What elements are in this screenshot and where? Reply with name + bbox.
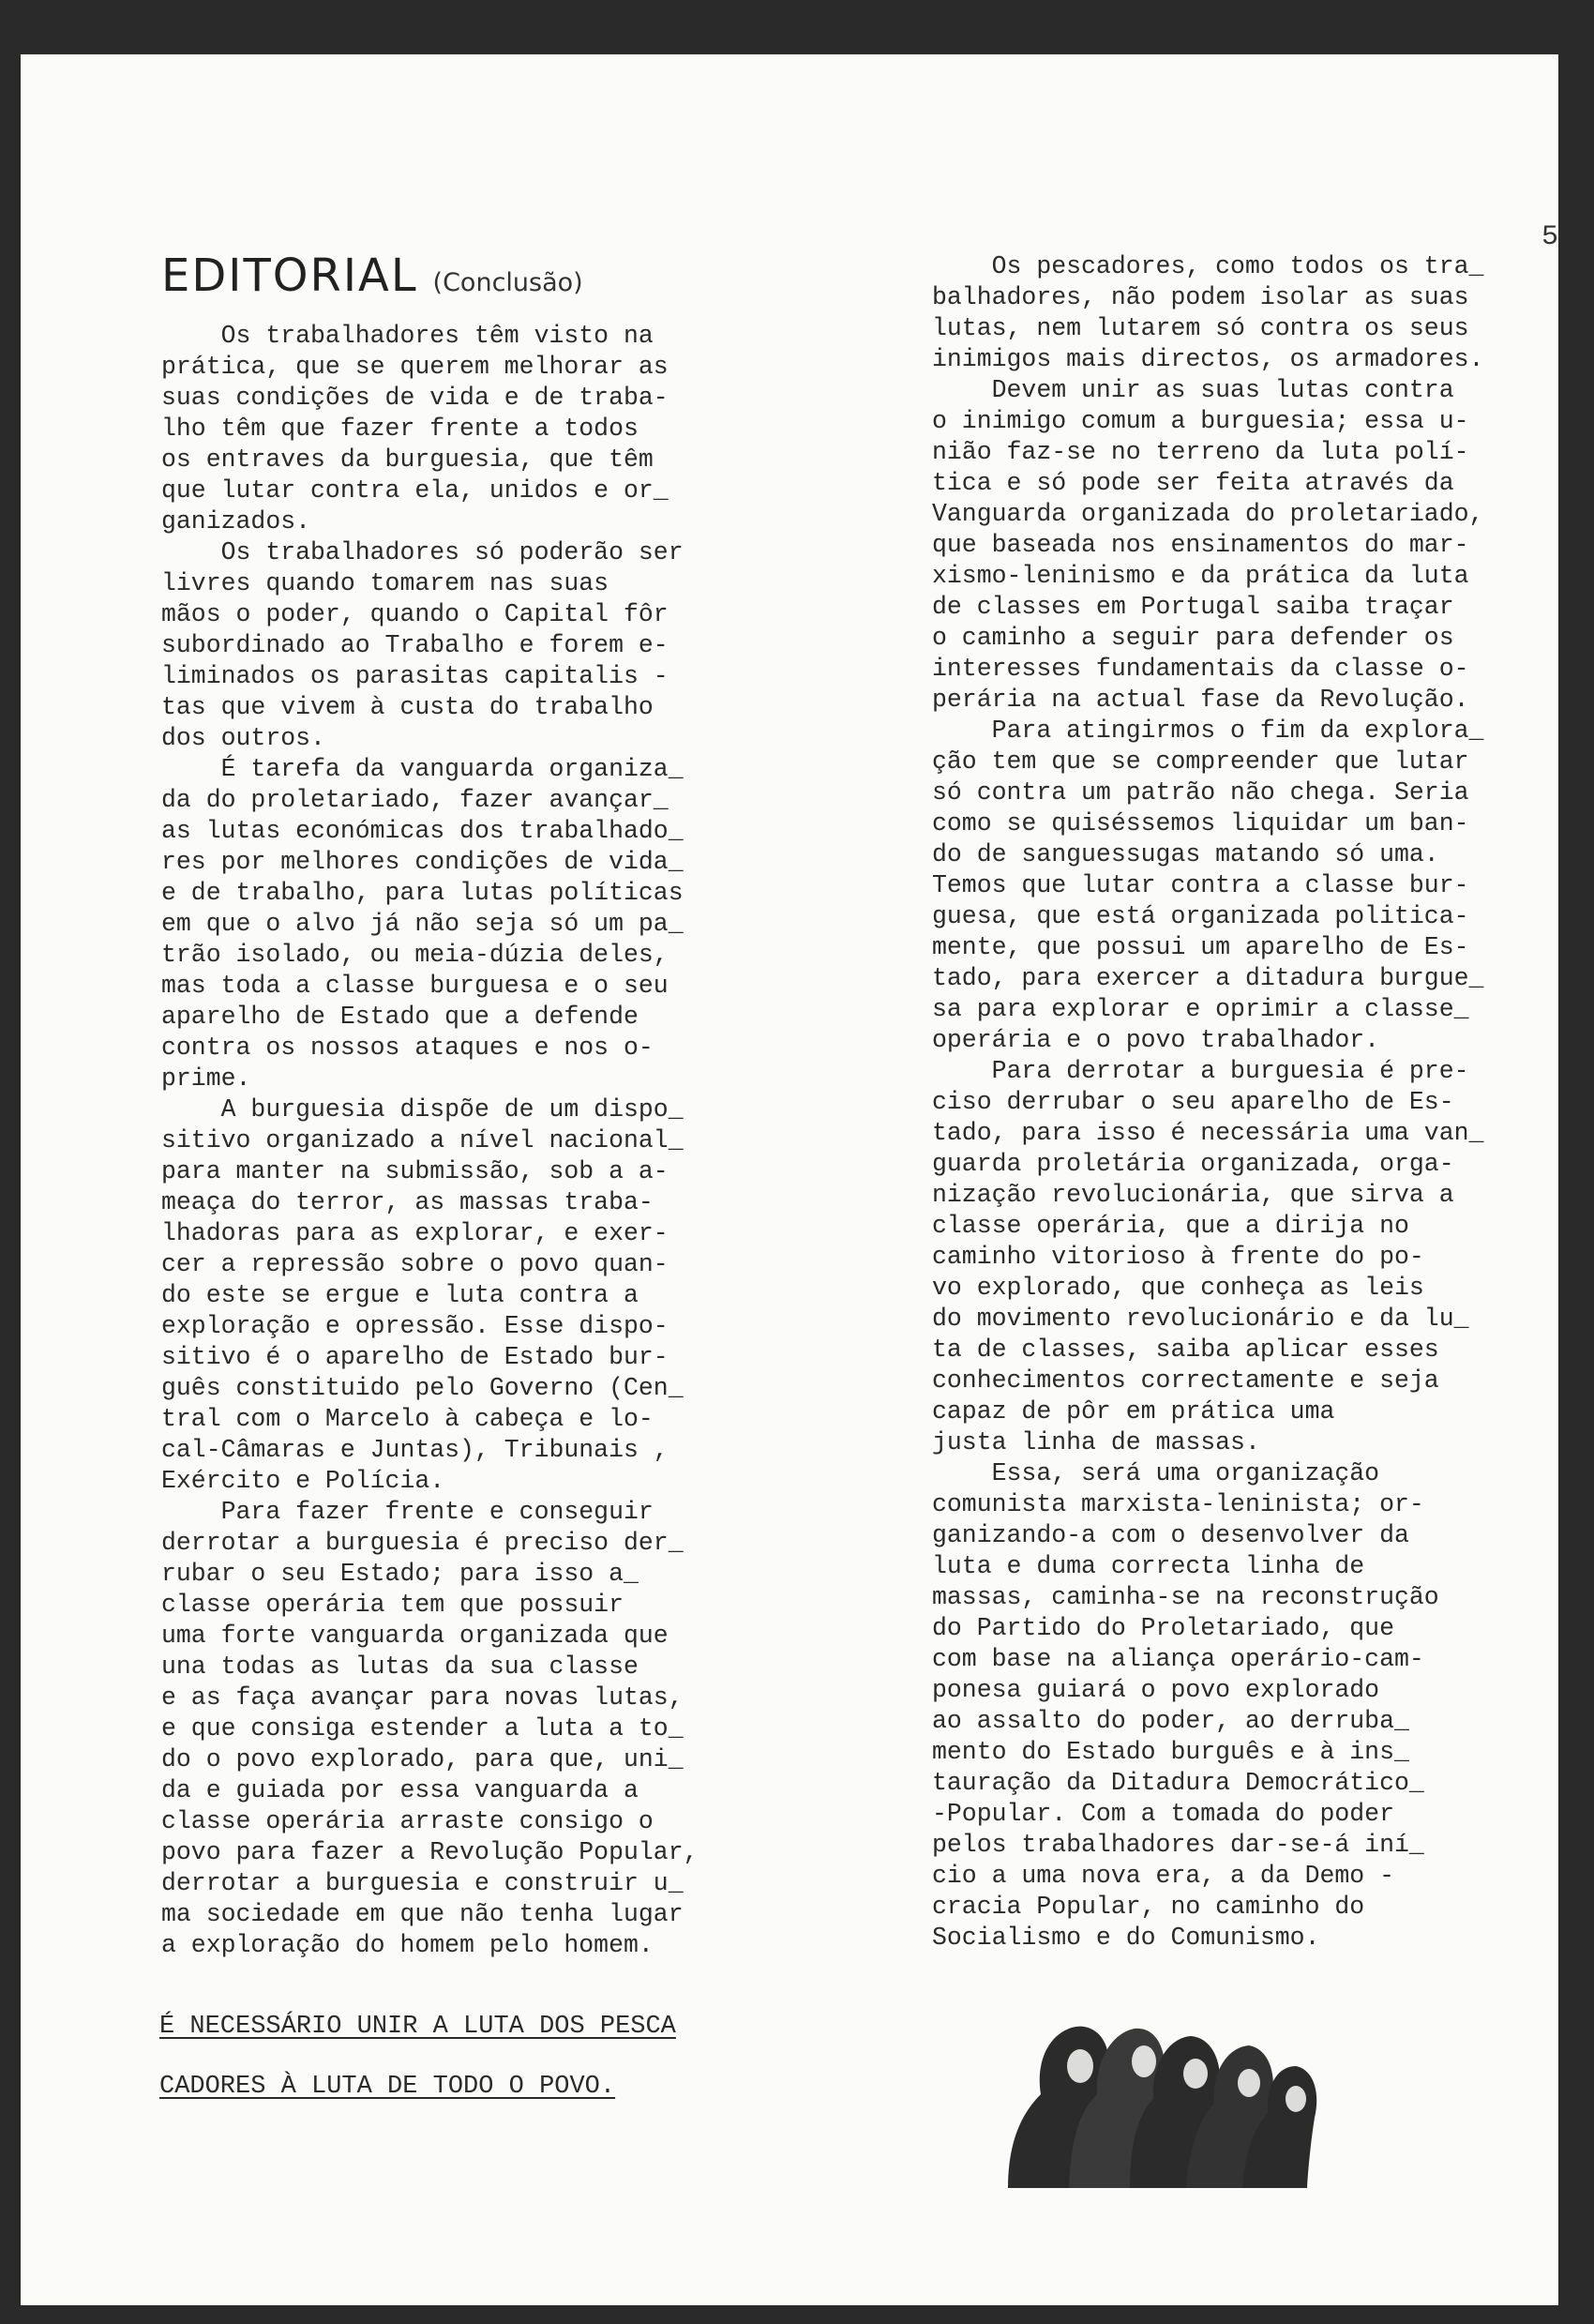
right-column-line: como se quiséssemos liquidar um ban- xyxy=(932,809,1469,838)
left-column-line: meaça do terror, as massas traba- xyxy=(161,1188,654,1216)
left-column-line: cal-Câmaras e Juntas), Tribunais , xyxy=(161,1436,669,1464)
left-column-line: prime. xyxy=(161,1064,251,1093)
left-column-line: ganizados. xyxy=(161,507,311,536)
right-column-line: do Partido do Proletariado, que xyxy=(932,1614,1394,1642)
right-column-line: interesses fundamentais da classe o- xyxy=(932,655,1469,683)
portraits-of-five-leaders-icon xyxy=(1003,2000,1322,2197)
right-column-line: que baseada nos ensinamentos do mar- xyxy=(932,531,1469,559)
right-column-line: balhadores, não podem isolar as suas xyxy=(932,283,1469,311)
right-column-line: de classes em Portugal saiba traçar xyxy=(932,593,1454,621)
left-column-line: Exército e Polícia. xyxy=(161,1467,445,1495)
left-column-line: livres quando tomarem nas suas xyxy=(161,569,609,597)
left-column-line: suas condições de vida e de traba- xyxy=(161,384,669,412)
right-column-line: o inimigo comum a burguesia; essa u- xyxy=(932,407,1469,435)
right-column-line: cio a uma nova era, a da Demo - xyxy=(932,1862,1394,1890)
left-column-line: do o povo explorado, para que, uni_ xyxy=(161,1745,684,1773)
right-column-line: o caminho a seguir para defender os xyxy=(932,624,1454,652)
left-column-line: subordinado ao Trabalho e forem e- xyxy=(161,631,669,659)
document-page xyxy=(21,54,1558,2305)
editorial-header xyxy=(161,249,738,321)
right-column-line: sa para explorar e oprimir a classe_ xyxy=(932,995,1469,1023)
editorial-left-column xyxy=(161,249,738,1961)
left-column-line: os entraves da burguesia, que têm xyxy=(161,445,654,474)
right-column-line: guarda proletária organizada, orga- xyxy=(932,1150,1454,1178)
right-column-line: vo explorado, que conheça as leis xyxy=(932,1274,1424,1302)
right-column-line: capaz de pôr em prática uma xyxy=(932,1397,1335,1426)
left-column-line: que lutar contra ela, unidos e or_ xyxy=(161,476,669,505)
right-column-line: luta e duma correcta linha de xyxy=(932,1552,1365,1580)
right-column-line: pelos trabalhadores dar-se-á iní_ xyxy=(932,1831,1424,1859)
right-column-line: cracia Popular, no caminho do xyxy=(932,1893,1365,1921)
right-column-line: Temos que lutar contra a classe bur- xyxy=(932,871,1469,899)
left-column-line: da e guiada por essa vanguarda a xyxy=(161,1776,639,1804)
right-column-line: ganizando-a com o desenvolver da xyxy=(932,1521,1409,1549)
right-column-line: do movimento revolucionário e da lu_ xyxy=(932,1305,1469,1333)
left-column-line: trão isolado, ou meia-dúzia deles, xyxy=(161,941,669,969)
right-column-line: tado, para exercer a ditadura burgue_ xyxy=(932,964,1484,992)
left-column-line: para manter na submissão, sob a a- xyxy=(161,1157,669,1185)
right-column-line: ao assalto do poder, ao derruba_ xyxy=(932,1707,1409,1735)
left-column-line: Para fazer frente e conseguir xyxy=(161,1498,654,1526)
right-column-line: com base na aliança operário-cam- xyxy=(932,1645,1424,1673)
left-column-line: as lutas económicas dos trabalhado_ xyxy=(161,817,684,845)
right-column-line: tado, para isso é necessária uma van_ xyxy=(932,1119,1484,1147)
left-column-line: derrotar a burguesia e construir u_ xyxy=(161,1869,684,1897)
right-column-line: -Popular. Com a tomada do poder xyxy=(932,1800,1394,1828)
right-column-line: perária na actual fase da Revolução. xyxy=(932,686,1469,714)
right-column-line: Vanguarda organizada do proletariado, xyxy=(932,500,1484,528)
right-column-line: caminho vitorioso à frente do po- xyxy=(932,1243,1424,1271)
left-column-line: a exploração do homem pelo homem. xyxy=(161,1931,654,1959)
right-column-line: tica e só pode ser feita através da xyxy=(932,469,1454,497)
right-column-line: só contra um patrão não chega. Seria xyxy=(932,778,1469,807)
left-column-line: guês constituido pelo Governo (Cen_ xyxy=(161,1374,684,1402)
right-column-line: mente, que possui um aparelho de Es- xyxy=(932,933,1469,961)
left-column-line: uma forte vanguarda organizada que xyxy=(161,1622,669,1650)
left-column-line: contra os nossos ataques e nos o- xyxy=(161,1034,654,1062)
right-column-line: conhecimentos correctamente e seja xyxy=(932,1366,1439,1395)
left-column-line: lhadoras para as explorar, e exer- xyxy=(161,1219,669,1247)
left-column-line: mas toda a classe burguesa e o seu xyxy=(161,972,669,1000)
left-column-line: lho têm que fazer frente a todos xyxy=(161,415,639,443)
right-column-line: massas, caminha-se na reconstrução xyxy=(932,1583,1439,1611)
right-column-line: Para atingirmos o fim da explora_ xyxy=(932,717,1484,745)
right-column-line: guesa, que está organizada politica- xyxy=(932,902,1469,930)
right-column-line: comunista marxista-leninista; or- xyxy=(932,1490,1424,1518)
right-column-line: ção tem que se compreender que lutar xyxy=(932,747,1469,776)
left-column-line: do este se ergue e luta contra a xyxy=(161,1281,639,1309)
right-column-line: classe operária, que a dirija no xyxy=(932,1212,1409,1240)
left-column-line: Os trabalhadores só poderão ser xyxy=(161,538,684,566)
left-column-line: classe operária arraste consigo o xyxy=(161,1807,654,1835)
left-column-line: em que o alvo já não seja só um pa_ xyxy=(161,910,684,938)
left-column-line: Os trabalhadores têm visto na xyxy=(161,322,654,350)
page-number: 5 xyxy=(1541,221,1559,253)
left-column-line: liminados os parasitas capitalis - xyxy=(161,662,669,690)
left-column-line: A burguesia dispõe de um dispo_ xyxy=(161,1095,684,1124)
left-column-line: rubar o seu Estado; para isso a_ xyxy=(161,1560,639,1588)
left-column-line: povo para fazer a Revolução Popular, xyxy=(161,1838,699,1866)
left-column-line: e que consiga estender a luta a to_ xyxy=(161,1714,684,1743)
left-column-line: mãos o poder, quando o Capital fôr xyxy=(161,600,669,628)
left-column-line: É tarefa da vanguarda organiza_ xyxy=(161,755,684,783)
right-column-line: mento do Estado burguês e à ins_ xyxy=(932,1738,1409,1766)
left-column-line: aparelho de Estado que a defende xyxy=(161,1003,639,1031)
right-column-line: ciso derrubar o seu aparelho de Es- xyxy=(932,1088,1454,1116)
left-column-line: cer a repressão sobre o povo quan- xyxy=(161,1250,669,1278)
left-column-line: sitivo organizado a nível nacional_ xyxy=(161,1126,684,1154)
section-headline-line-2: CADORES À LUTA DE TODO O POVO. xyxy=(159,2073,616,2101)
left-column-line: res por melhores condições de vida_ xyxy=(161,848,684,876)
right-column-line: nização revolucionária, que sirva a xyxy=(932,1181,1454,1209)
left-column-line: e de trabalho, para lutas políticas xyxy=(161,879,684,907)
right-column-line: operária e o povo trabalhador. xyxy=(932,1026,1380,1054)
left-column-line: ma sociedade em que não tenha lugar xyxy=(161,1900,684,1928)
right-column-line: inimigos mais directos, os armadores. xyxy=(932,345,1484,373)
right-column-line: ponesa guiará o povo explorado xyxy=(932,1676,1380,1704)
right-column-line: Para derrotar a burguesia é pre- xyxy=(932,1057,1469,1085)
left-column-line: tral com o Marcelo à cabeça e lo- xyxy=(161,1405,654,1433)
left-column-line: e as faça avançar para novas lutas, xyxy=(161,1683,684,1712)
right-column-line: Socialismo e do Comunismo. xyxy=(932,1924,1320,1952)
right-column-line: justa linha de massas. xyxy=(932,1428,1260,1456)
editorial-right-column xyxy=(932,251,1540,1954)
right-column-line: ta de classes, saiba aplicar esses xyxy=(932,1336,1439,1364)
right-column-line: xismo-leninismo e da prática da luta xyxy=(932,562,1469,590)
right-column-line: nião faz-se no terreno da luta polí- xyxy=(932,438,1469,466)
right-column-line: do de sanguessugas matando só uma. xyxy=(932,840,1439,868)
editorial-title: EDITORIAL xyxy=(161,249,418,302)
left-column-line: una todas as lutas da sua classe xyxy=(161,1652,639,1681)
left-column-line: tas que vivem à custa do trabalho xyxy=(161,693,654,721)
right-column-line: Devem unir as suas lutas contra xyxy=(932,376,1454,404)
right-column-line: Os pescadores, como todos os tra_ xyxy=(932,252,1484,280)
left-column-line: derrotar a burguesia é preciso der_ xyxy=(161,1529,684,1557)
left-column-line: prática, que se querem melhorar as xyxy=(161,353,669,381)
left-column-line: sitivo é o aparelho de Estado bur- xyxy=(161,1343,669,1371)
right-column-line: Essa, será uma organização xyxy=(932,1459,1380,1487)
editorial-subtitle: (Conclusão) xyxy=(432,268,583,297)
left-column-line: da do proletariado, fazer avançar_ xyxy=(161,786,669,814)
left-column-line: dos outros. xyxy=(161,724,325,752)
section-headline-line-1: É NECESSÁRIO UNIR A LUTA DOS PESCA xyxy=(159,2013,676,2041)
right-column-line: tauração da Ditadura Democrático_ xyxy=(932,1769,1424,1797)
left-column-line: classe operária tem que possuir xyxy=(161,1591,624,1619)
right-column-line: lutas, nem lutarem só contra os seus xyxy=(932,314,1469,342)
left-column-line: exploração e opressão. Esse dispo- xyxy=(161,1312,669,1340)
